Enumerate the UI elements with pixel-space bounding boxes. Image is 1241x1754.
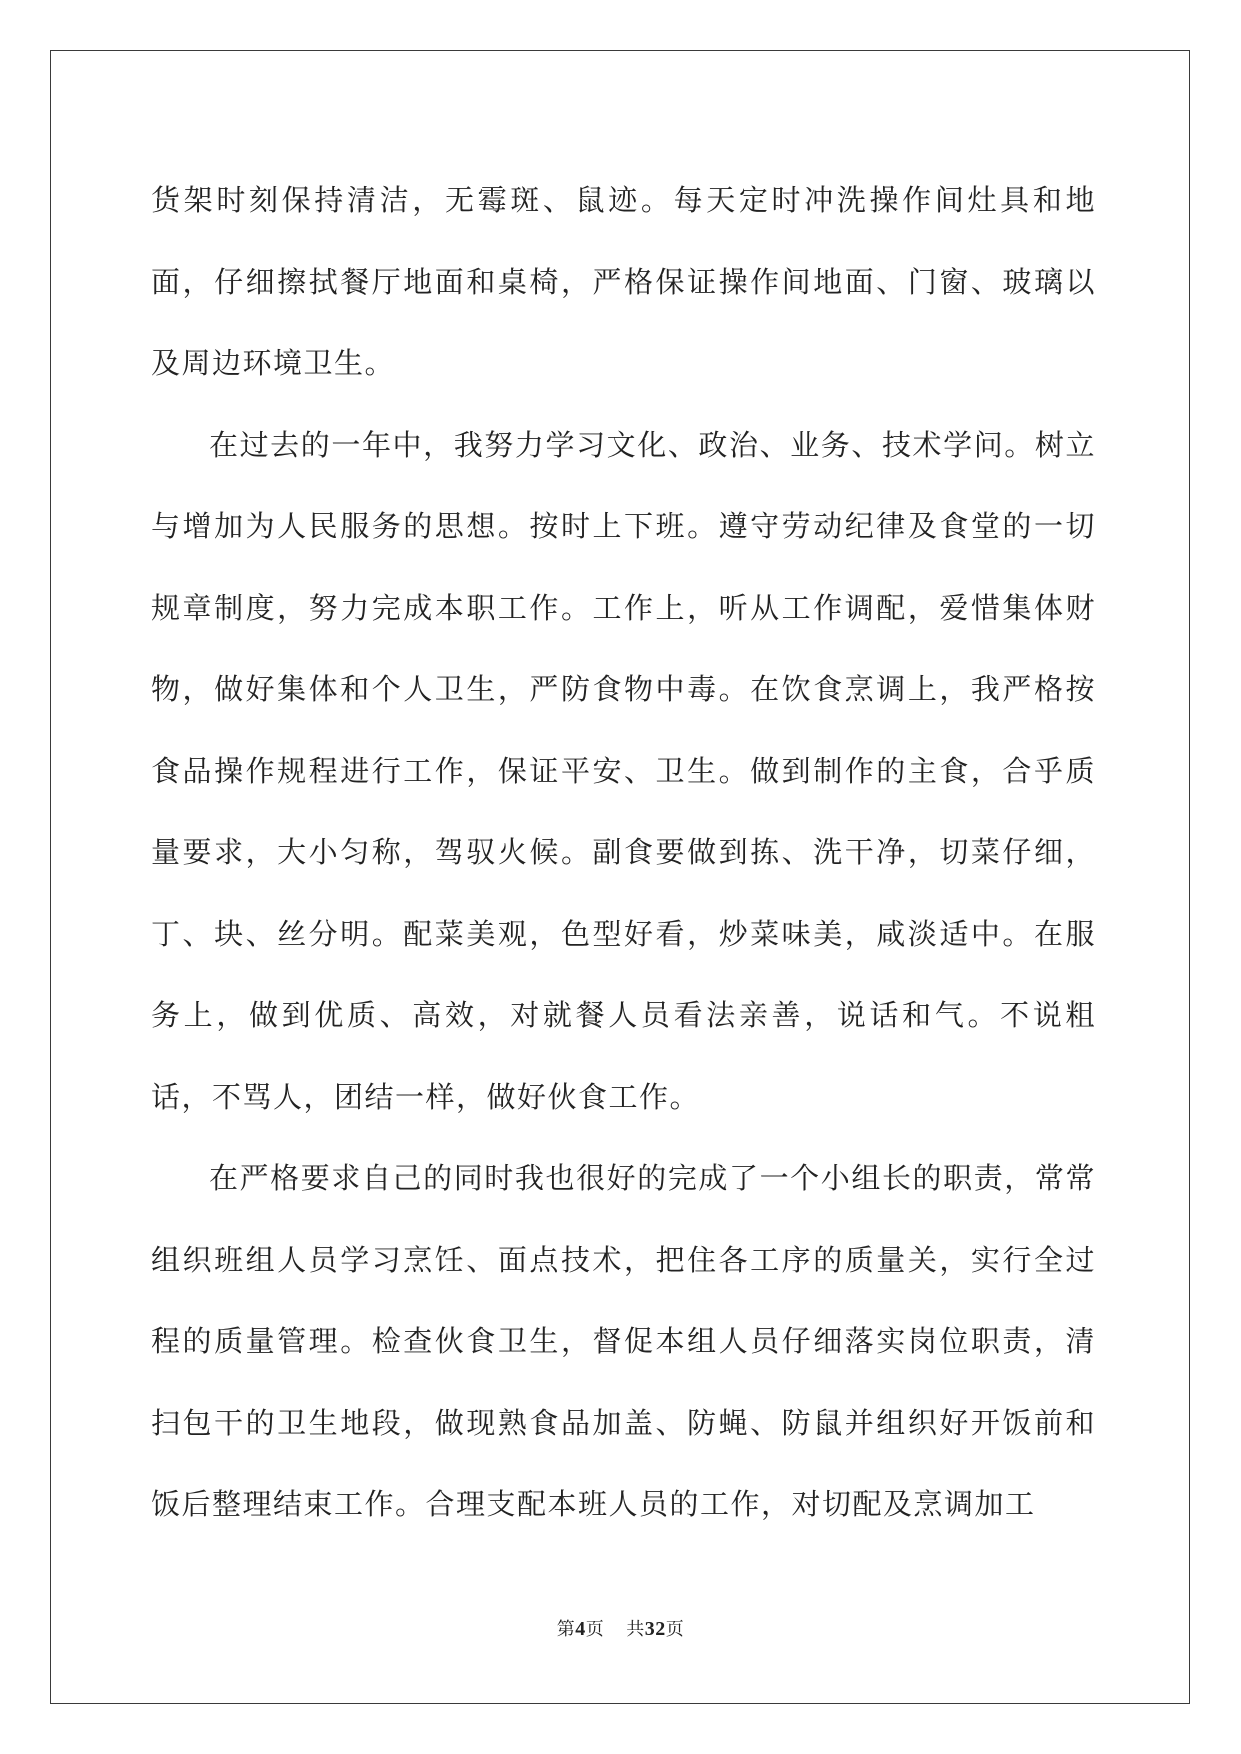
page-number: 4: [575, 1618, 586, 1640]
page-prefix: 第: [556, 1619, 576, 1640]
paragraph-3: 在严格要求自己的同时我也很好的完成了一个小组长的职责，常常组织班组人员学习烹饪、面点技术，把住各工序的质量关，实行全过程的质量管理。检查伙食卫生，督促本组人员仔细落实岗位职责，清扫包干的卫生地段，做现熟食品加盖、防蝇、防鼠并组织好开饭前和饭后整理结束工作。合理支配本班人员的工作，对切配及烹调加工: [151, 1161, 1096, 1521]
page-suffix: 页: [585, 1619, 605, 1640]
total-pages: 32: [644, 1618, 666, 1640]
page-footer: [0, 1615, 1241, 1641]
paragraph-1: 货架时刻保持清洁，无霉斑、鼠迹。每天定时冲洗操作间灶具和地面，仔细擦拭餐厅地面和桌椅，严格保证操作间地面、门窗、玻璃以及周边环境卫生。: [151, 183, 1096, 380]
total-prefix: 共: [626, 1619, 645, 1640]
total-suffix: 页: [665, 1619, 685, 1640]
paragraph-2: 在过去的一年中，我努力学习文化、政治、业务、技术学问。树立与增加为人民服务的思想。按时上下班。遵守劳动纪律及食堂的一切规章制度，努力完成本职工作。工作上，听从工作调配，爱惜集体财物，做好集体和个人卫生，严防食物中毒。在饮食烹调上，我严格按食品操作规程进行工作，保证平安、卫生。做到制作的主食，合乎质量要求，大小匀称，驾驭火候。副食要做到拣、洗干净，切菜仔细，丁、块、丝分明。配菜美观，色型好看，炒菜味美，咸淡适中。在服务上，做到优质、高效，对就餐人员看法亲善，说话和气。不说粗话，不骂人，团结一样，做好伙食工作。: [151, 427, 1096, 1114]
document-body: [151, 160, 1096, 1546]
